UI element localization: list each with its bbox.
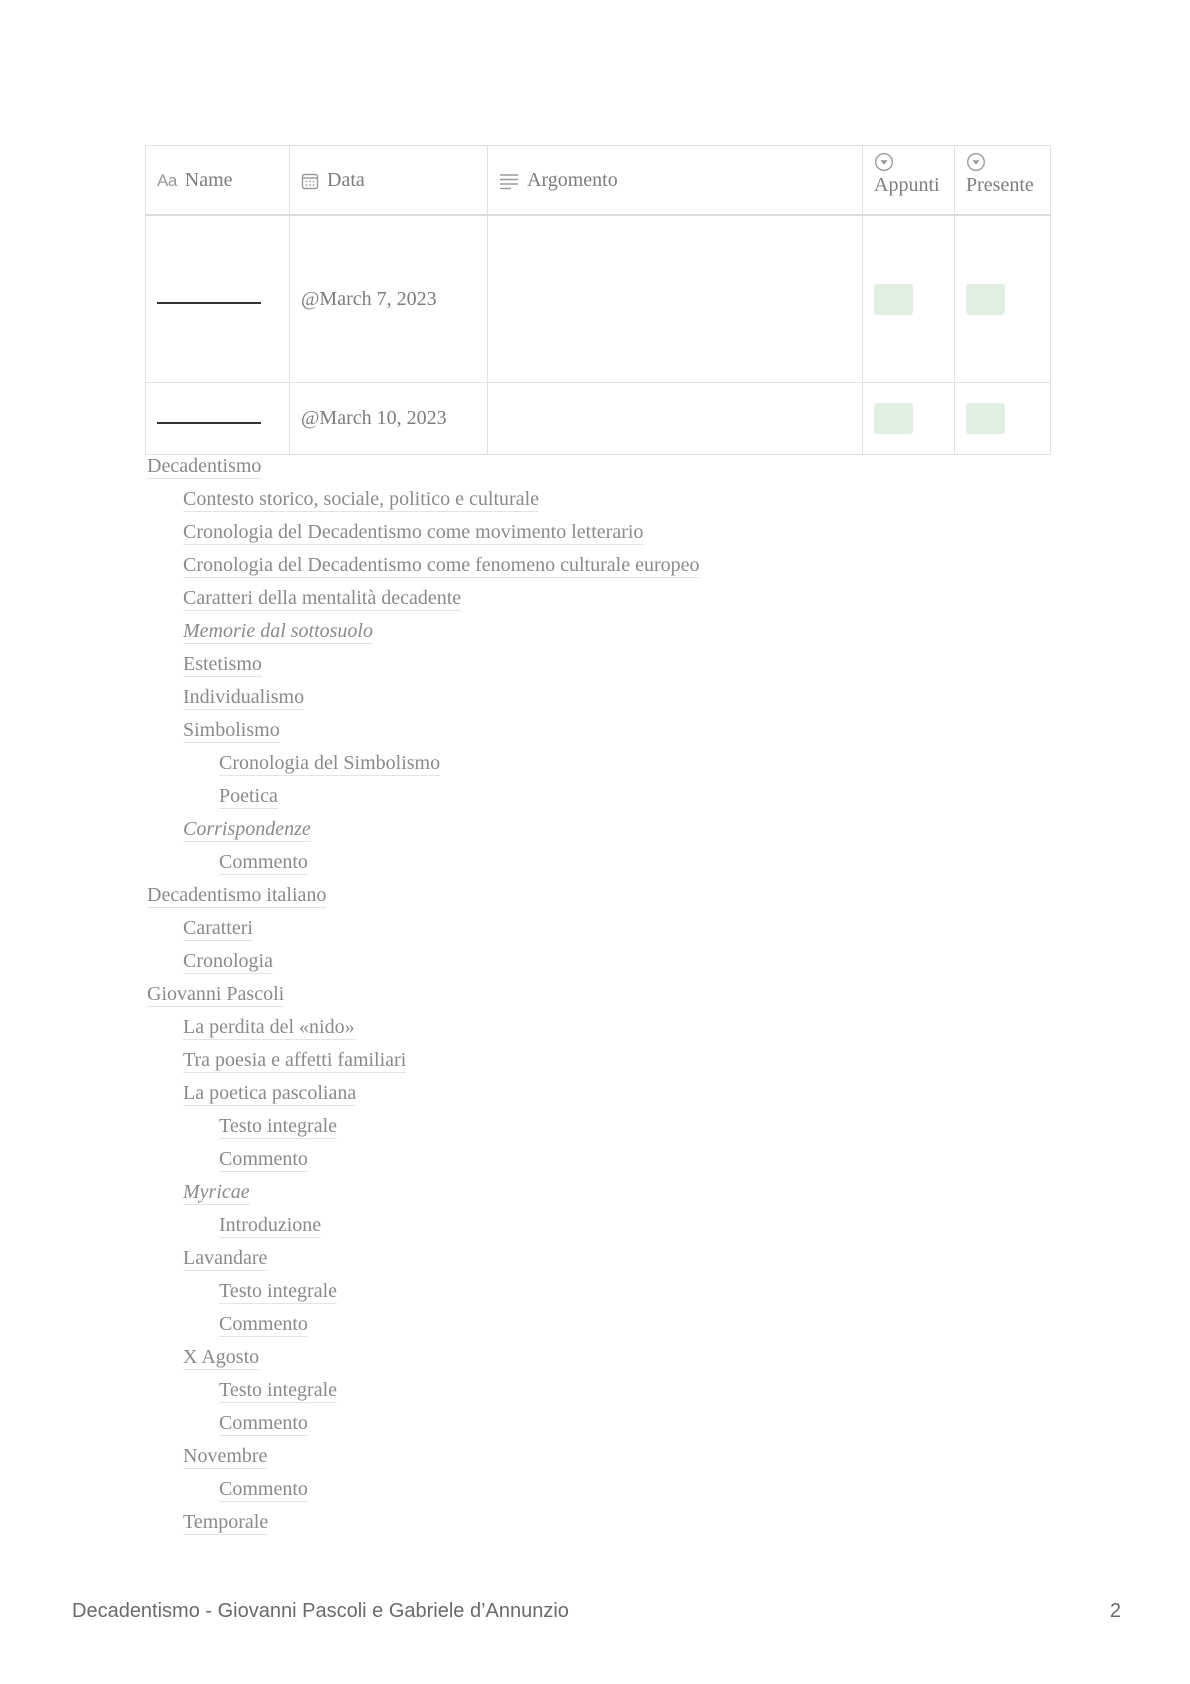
toc-item[interactable] xyxy=(147,450,699,483)
toc-item[interactable] xyxy=(147,813,699,846)
toc-item[interactable] xyxy=(147,1275,699,1308)
column-label: Data xyxy=(327,168,365,191)
column-header-argomento[interactable] xyxy=(488,146,863,216)
toc-item[interactable] xyxy=(147,1308,699,1341)
toc-link[interactable]: Caratteri xyxy=(183,917,253,939)
toc-link[interactable]: Cronologia del Simbolismo xyxy=(219,752,441,774)
appunti-cell[interactable] xyxy=(863,215,955,383)
column-header-data[interactable] xyxy=(290,146,488,216)
column-label: Argomento xyxy=(527,168,618,191)
toc-link[interactable]: Caratteri della mentalità decadente xyxy=(183,587,462,609)
toc-link[interactable]: La poetica pascoliana xyxy=(183,1082,357,1104)
argomento-cell[interactable] xyxy=(488,215,863,383)
column-label: Appunti xyxy=(874,174,940,196)
column-header-presente[interactable] xyxy=(955,146,1051,216)
column-header-appunti[interactable] xyxy=(863,146,955,216)
toc-link[interactable]: Commento xyxy=(219,1313,308,1335)
toc-link[interactable]: Contesto storico, sociale, politico e culturale xyxy=(183,488,540,510)
footer-document-title: Decadentismo - Giovanni Pascoli e Gabriele d’Annunzio xyxy=(72,1600,569,1622)
column-header-name[interactable] xyxy=(146,146,290,216)
toc-item[interactable] xyxy=(147,1473,699,1506)
toc-item[interactable] xyxy=(147,1011,699,1044)
toc-link[interactable]: Novembre xyxy=(183,1445,268,1467)
toc-link[interactable]: Poetica xyxy=(219,785,278,807)
toc-item[interactable] xyxy=(147,516,699,549)
toc-link[interactable]: Myricae xyxy=(183,1181,250,1203)
argomento-cell[interactable] xyxy=(488,383,863,455)
page-number: 2 xyxy=(1109,1600,1121,1622)
toc-link[interactable]: Testo integrale xyxy=(219,1115,337,1137)
toc-link[interactable]: Estetismo xyxy=(183,653,262,675)
toc-link[interactable]: Simbolismo xyxy=(183,719,280,741)
toc-link[interactable]: Cronologia del Decadentismo come movimento letterario xyxy=(183,521,644,543)
toc-item[interactable] xyxy=(147,1176,699,1209)
presente-checkbox[interactable] xyxy=(966,403,1005,434)
toc-item[interactable] xyxy=(147,615,699,648)
toc-link[interactable]: La perdita del «nido» xyxy=(183,1016,355,1038)
toc-link[interactable]: Testo integrale xyxy=(219,1280,337,1302)
toc-item[interactable] xyxy=(147,1341,699,1374)
toc-item[interactable] xyxy=(147,1044,699,1077)
toc-item[interactable] xyxy=(147,1407,699,1440)
toc-item[interactable] xyxy=(147,1374,699,1407)
toc-link[interactable]: Cronologia xyxy=(183,950,273,972)
toc-item[interactable] xyxy=(147,681,699,714)
toc-item[interactable] xyxy=(147,483,699,516)
toc-link[interactable]: Testo integrale xyxy=(219,1379,337,1401)
toc-link[interactable]: Decadentismo italiano xyxy=(147,884,327,906)
toc-item[interactable] xyxy=(147,1506,699,1539)
appunti-cell[interactable] xyxy=(863,383,955,455)
toc-item[interactable] xyxy=(147,549,699,582)
toc-link[interactable]: Tra poesia e affetti familiari xyxy=(183,1049,407,1071)
appunti-checkbox[interactable] xyxy=(874,284,913,315)
toc-link[interactable]: Temporale xyxy=(183,1511,269,1533)
toc-item[interactable] xyxy=(147,1143,699,1176)
toc-item[interactable] xyxy=(147,714,699,747)
name-cell[interactable] xyxy=(146,383,290,455)
toc-link[interactable]: Introduzione xyxy=(219,1214,322,1236)
select-circle-icon xyxy=(874,152,943,172)
name-cell[interactable] xyxy=(146,215,290,383)
calendar-icon xyxy=(301,172,319,190)
toc-link[interactable]: X Agosto xyxy=(183,1346,260,1368)
toc-item[interactable] xyxy=(147,978,699,1011)
name-underline xyxy=(157,422,261,424)
column-label: Presente xyxy=(966,174,1034,196)
toc-item[interactable] xyxy=(147,1242,699,1275)
name-underline xyxy=(157,302,261,304)
toc-link[interactable]: Corrispondenze xyxy=(183,818,311,840)
toc-link[interactable]: Lavandare xyxy=(183,1247,268,1269)
toc-item[interactable] xyxy=(147,582,699,615)
toc-link[interactable]: Giovanni Pascoli xyxy=(147,983,285,1005)
toc-item[interactable] xyxy=(147,879,699,912)
toc-item[interactable] xyxy=(147,945,699,978)
toc-item[interactable] xyxy=(147,1209,699,1242)
toc-link[interactable]: Individualismo xyxy=(183,686,305,708)
toc-link[interactable]: Cronologia del Decadentismo come fenomeno culturale europeo xyxy=(183,554,700,576)
text-lines-icon xyxy=(499,172,519,190)
appunti-checkbox[interactable] xyxy=(874,403,913,434)
toc-item[interactable] xyxy=(147,1440,699,1473)
date-cell[interactable]: @March 10, 2023 xyxy=(290,383,488,455)
toc-item[interactable] xyxy=(147,846,699,879)
table-header-row xyxy=(146,146,1051,216)
table-row[interactable] xyxy=(146,215,1051,383)
toc-link[interactable]: Commento xyxy=(219,1478,308,1500)
toc-link[interactable]: Decadentismo xyxy=(147,455,262,477)
toc-item[interactable] xyxy=(147,912,699,945)
presente-cell[interactable] xyxy=(955,383,1051,455)
toc-link[interactable]: Commento xyxy=(219,1148,308,1170)
toc-link[interactable]: Memorie dal sottosuolo xyxy=(183,620,373,642)
toc-item[interactable] xyxy=(147,648,699,681)
toc-item[interactable] xyxy=(147,1077,699,1110)
text-type-icon: Aa xyxy=(157,170,177,190)
select-circle-icon xyxy=(966,152,1039,172)
table-of-contents xyxy=(147,450,699,1539)
presente-cell[interactable] xyxy=(955,215,1051,383)
toc-item[interactable] xyxy=(147,747,699,780)
toc-link[interactable]: Commento xyxy=(219,851,308,873)
date-cell[interactable]: @March 7, 2023 xyxy=(290,215,488,383)
presente-checkbox[interactable] xyxy=(966,284,1005,315)
table-row[interactable] xyxy=(146,383,1051,455)
toc-item[interactable] xyxy=(147,780,699,813)
toc-item[interactable] xyxy=(147,1110,699,1143)
toc-link[interactable]: Commento xyxy=(219,1412,308,1434)
column-label: Name xyxy=(184,168,233,191)
notes-database-table xyxy=(145,145,1051,455)
